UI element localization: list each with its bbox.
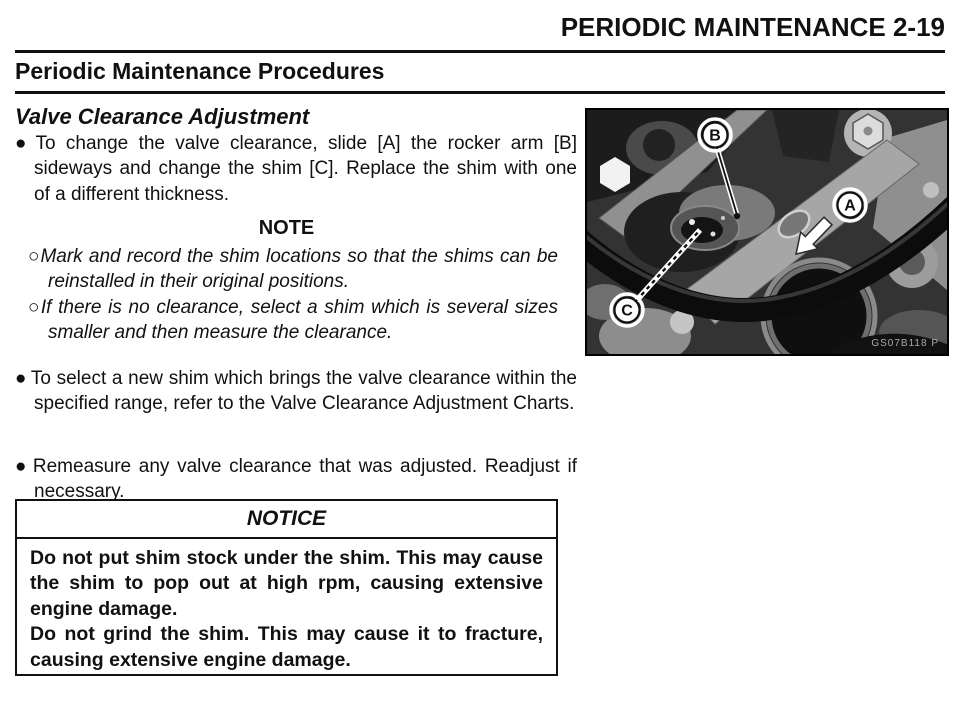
- svg-text:C: C: [621, 302, 633, 320]
- bolt-head: [923, 182, 939, 198]
- note-item-text: If there is no clearance, select a shim which is several sizes smaller and then measure the clearance.: [40, 296, 558, 344]
- bullet-marker: ●: [15, 456, 29, 477]
- bullet-marker: ●: [15, 368, 27, 389]
- section-title: Periodic Maintenance Procedures: [15, 58, 385, 84]
- header-rule: [15, 50, 945, 53]
- svg-text:B: B: [709, 127, 721, 145]
- page-header-title: PERIODIC MAINTENANCE 2-19: [560, 12, 945, 42]
- procedure-step-text: Remeasure any valve clearance that was adjusted. Readjust if necessary.: [32, 456, 577, 503]
- note-marker: ○: [28, 296, 41, 318]
- shim-recess: [681, 217, 723, 243]
- figure-label-c: [611, 294, 643, 326]
- bullet-marker: ●: [15, 133, 32, 154]
- note-item: [28, 295, 558, 346]
- note-list: [28, 244, 558, 346]
- bolt-mark: [864, 127, 873, 136]
- notice-box: [15, 499, 558, 676]
- shim-glint: [721, 216, 725, 220]
- shim-glint: [689, 219, 695, 225]
- note-item: [28, 244, 558, 295]
- procedure-step-text: To select a new shim which brings the valve clearance within the specified range, refer to the Valve Clearance Adjustment Charts.: [30, 368, 577, 415]
- shim-glint: [711, 232, 716, 237]
- figure-label-b: [699, 119, 731, 151]
- procedure-step: [15, 131, 577, 207]
- notice-paragraph: Do not grind the shim. This may cause it to fracture, causing extensive engine damage.: [30, 623, 543, 671]
- nut: [643, 129, 675, 161]
- notice-body: [17, 539, 556, 673]
- leader-b-dot: [734, 213, 740, 219]
- note-marker: ○: [28, 246, 41, 267]
- notice-title: NOTICE: [17, 501, 556, 539]
- engine-photo-graphic: [587, 110, 947, 354]
- procedure-step-text: To change the valve clearance, slide [A] the rocker arm [B] sideways and change the shim [C]. Replace the shim with one of a different thickness.: [34, 133, 578, 205]
- procedure-step: [15, 366, 577, 417]
- subsection-heading: Valve Clearance Adjustment: [15, 104, 310, 129]
- engine-photo: [585, 108, 949, 356]
- photo-watermark: GS07B118 P: [871, 338, 939, 349]
- procedure-step: [15, 454, 577, 505]
- figure-label-a: [834, 189, 866, 221]
- note-title: NOTE: [258, 217, 315, 239]
- note-item-text: Mark and record the shim locations so that the shims can be reinstalled in their original positions.: [40, 246, 558, 293]
- notice-paragraph: Do not put shim stock under the shim. This may cause the shim to pop out at high rpm, causing extensive engine damage.: [30, 547, 543, 620]
- svg-text:A: A: [844, 197, 856, 215]
- section-rule: [15, 91, 945, 94]
